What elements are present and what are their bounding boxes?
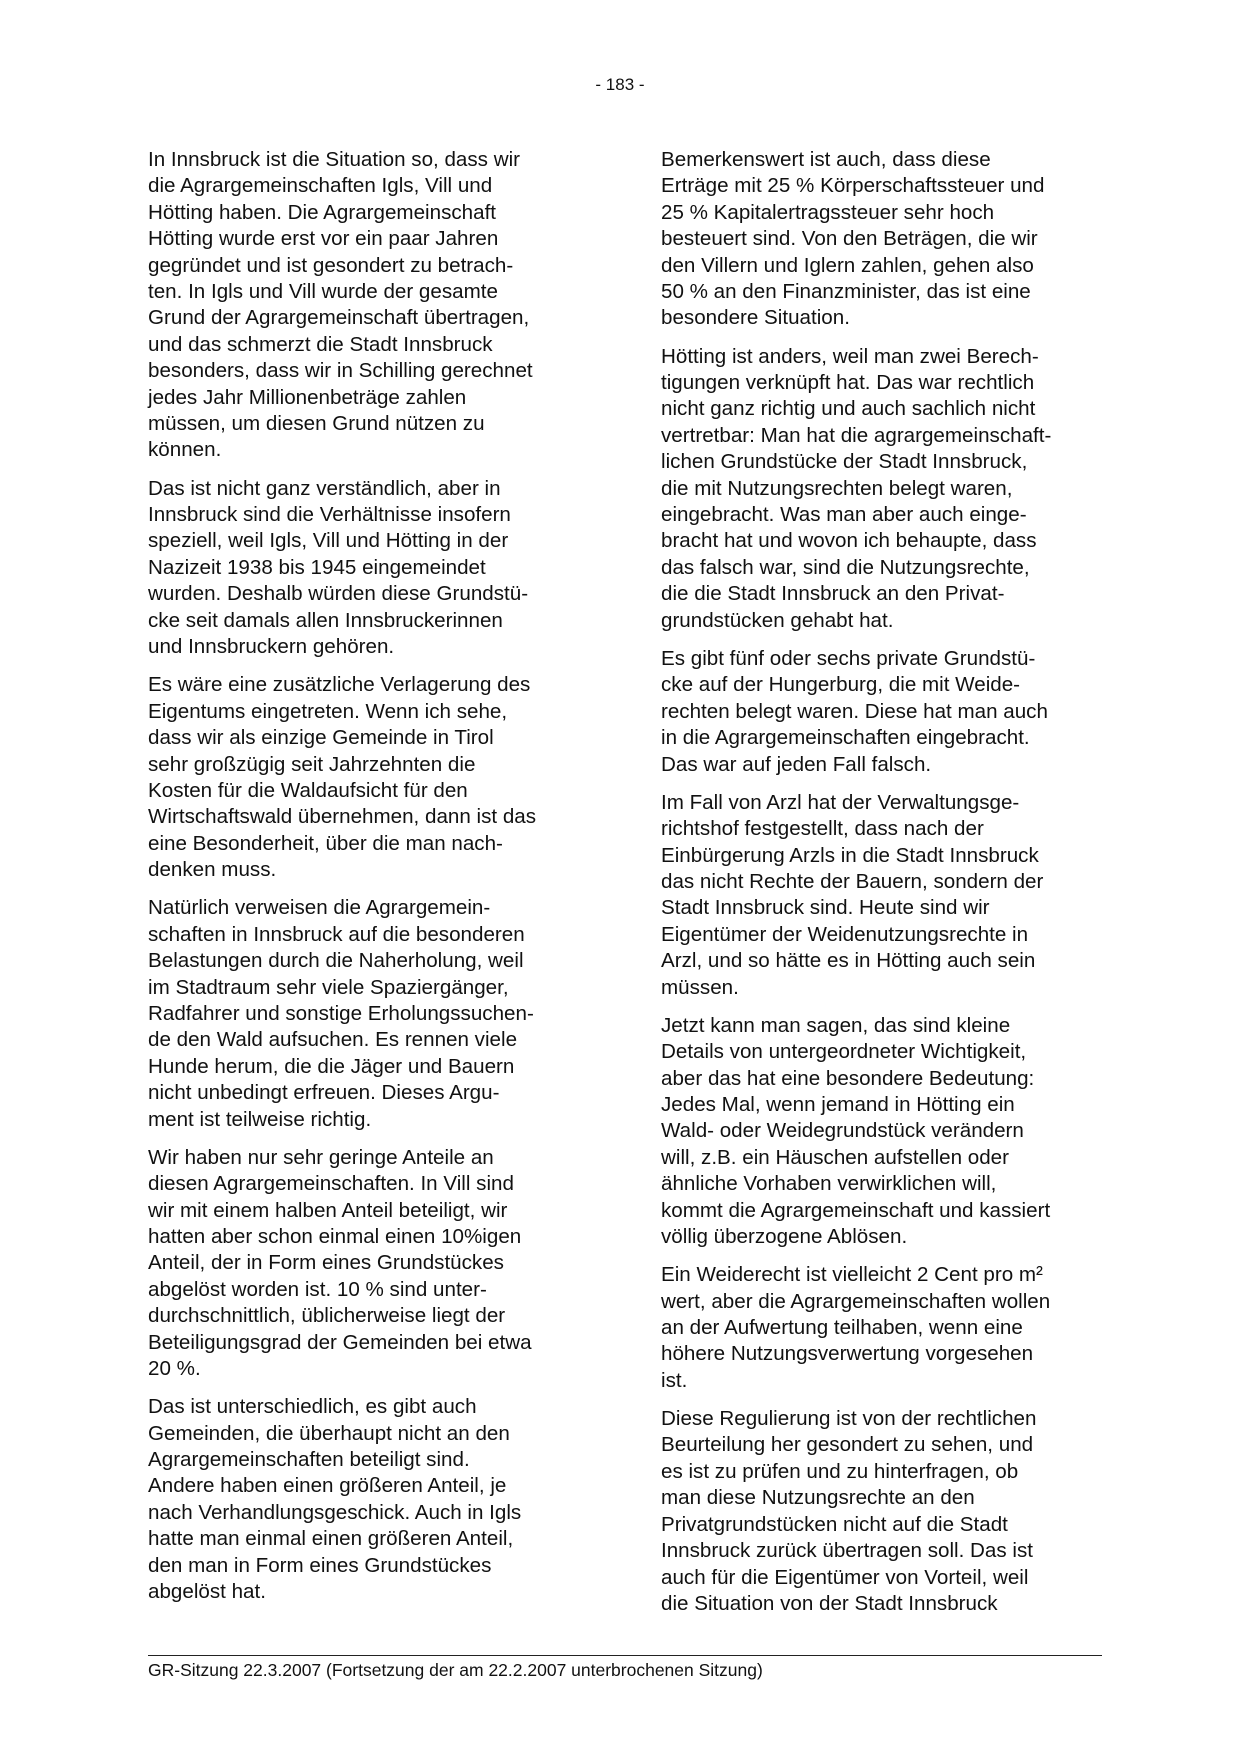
paragraph: Das ist unterschiedlich, es gibt auch Gemeinden, die überhaupt nicht an den Agrargemeinschaften beteiligt sind. Andere haben einen größeren Anteil, je nach Verhandlungsgeschick. Auch in Igls hatte man einmal einen größeren Anteil, den man in Form eines Grundstückes abgelöst hat. [148,1395,522,1604]
paragraph: Es gibt fünf oder sechs private Grundstü- cke auf der Hungerburg, die mit Weide- rechten belegt waren. Diese hat man auch in die Agrargemeinschaften eingebracht. Das war auf jeden Fall falsch. [661,646,1048,776]
paragraph: Es wäre eine zusätzliche Verlagerung des Eigentums eingetreten. Wenn ich sehe, dass wir als einzige Gemeinde in Tirol sehr großzügig seit Jahrzehnten die Kosten für die Waldaufsicht für den Wirtschaftswald übernehmen, dann ist das eine Besonderheit, über die man nach- denken muss. [148,673,537,882]
paragraph: Hötting ist anders, weil man zwei Berech- tigungen verknüpft hat. Das war rechtlich nicht ganz richtig und auch sachlich nicht vertretbar: Man hat die agrargemeinschaft- lichen Grundstücke der Stadt Innsbruck, die mit Nutzungsrechten belegt waren, eingebracht. Was man aber auch einge- bracht hat und wovon ich behaupte, dass das falsch war, sind die Nutzungsrechte, die die Stadt Innsbruck an den Privat- grundstücken gehabt hat. [661,344,1052,632]
left-column [148,147,588,1617]
paragraph: Diese Regulierung ist von der rechtlichen Beurteilung her gesondert zu sehen, und es ist zu prüfen und zu hinterfragen, ob man diese Nutzungsrechte an den Privatgrundstücken nicht auf die Stadt Innsbruck zurück übertragen soll. Das ist auch für die Eigentümer von Vorteil, weil die Situation von der Stadt Innsbruck [661,1407,1037,1615]
footer-text: GR-Sitzung 22.3.2007 (Fortsetzung der am 22.2.2007 unterbrochenen Sitzung) [148,1660,763,1680]
paragraph: Im Fall von Arzl hat der Verwaltungsge- richtshof festgestellt, dass nach der Einbürgerung Arzls in die Stadt Innsbruck das nicht Rechte der Bauern, sondern der Stadt Innsbruck sind. Heute sind wir Eigentümer der Weidenutzungsrechte in Arzl, und so hätte es in Hötting auch sein müssen. [661,790,1044,999]
footer-divider [148,1655,1102,1656]
paragraph: Bemerkenswert ist auch, dass diese Erträge mit 25 % Körperschaftssteuer und 25 % Kapitalertragssteuer sehr hoch besteuert sind. Von den Beträgen, die wir den Villern und Iglern zahlen, gehen also 50 % an den Finanzminister, das ist eine besondere Situation. [661,148,1045,330]
right-column [661,147,1101,1629]
paragraph: Jetzt kann man sagen, das sind kleine Details von untergeordneter Wichtigkeit, aber das hat eine besondere Bedeutung: Jedes Mal, wenn jemand in Hötting ein Wald- oder Weidegrundstück verändern will, z.B. ein Häuschen aufstellen oder ähnliche Vorhaben verwirklichen will, kommt die Agrargemeinschaft und kassiert völlig überzogene Ablösen. [661,1013,1051,1249]
page-number: - 183 - [595,75,645,94]
paragraph: Natürlich verweisen die Agrargemein- schaften in Innsbruck auf die besonderen Belastungen durch die Naherholung, weil im Stadtraum sehr viele Spaziergänger, Radfahrer und sonstige Erholungssuchen- de den Wald aufsuchen. Es rennen viele Hunde herum, die die Jäger und Bauern nicht unbedingt erfreuen. Dieses Argu- ment ist teilweise richtig. [148,896,534,1131]
paragraph: Das ist nicht ganz verständlich, aber in Innsbruck sind die Verhältnisse insofern speziell, weil Igls, Vill und Hötting in der Nazizeit 1938 bis 1945 eingemeindet wurden. Deshalb würden diese Grundstü- cke seit damals allen Innsbruckerinnen und Innsbruckern gehören. [148,476,529,659]
paragraph: In Innsbruck ist die Situation so, dass wir die Agrargemeinschaften Igls, Vill und Hötting haben. Die Agrargemeinschaft Hötting wurde erst vor ein paar Jahren gegründet und ist gesondert zu betrach- ten. In Igls und Vill wurde der gesamte Grund der Agrargemeinschaft übertragen, und das schmerzt die Stadt Innsbruck besonders, dass wir in Schilling gerechnet jedes Jahr Millionenbeträge zahlen müssen, um diesen Grund nützen zu können. [148,148,533,462]
paragraph: Ein Weiderecht ist vielleicht 2 Cent pro m² wert, aber die Agrargemeinschaften wollen an der Aufwertung teilhaben, wenn eine höhere Nutzungsverwertung vorgesehen ist. [661,1263,1051,1392]
paragraph: Wir haben nur sehr geringe Anteile an diesen Agrargemeinschaften. In Vill sind wir mit einem halben Anteil beteiligt, wir hatten aber schon einmal einen 10%igen Anteil, der in Form eines Grundstückes abgelöst worden ist. 10 % sind unter- durchschnittlich, üblicherweise liegt der Beteiligungsgrad der Gemeinden bei etwa 20 %. [148,1145,532,1381]
